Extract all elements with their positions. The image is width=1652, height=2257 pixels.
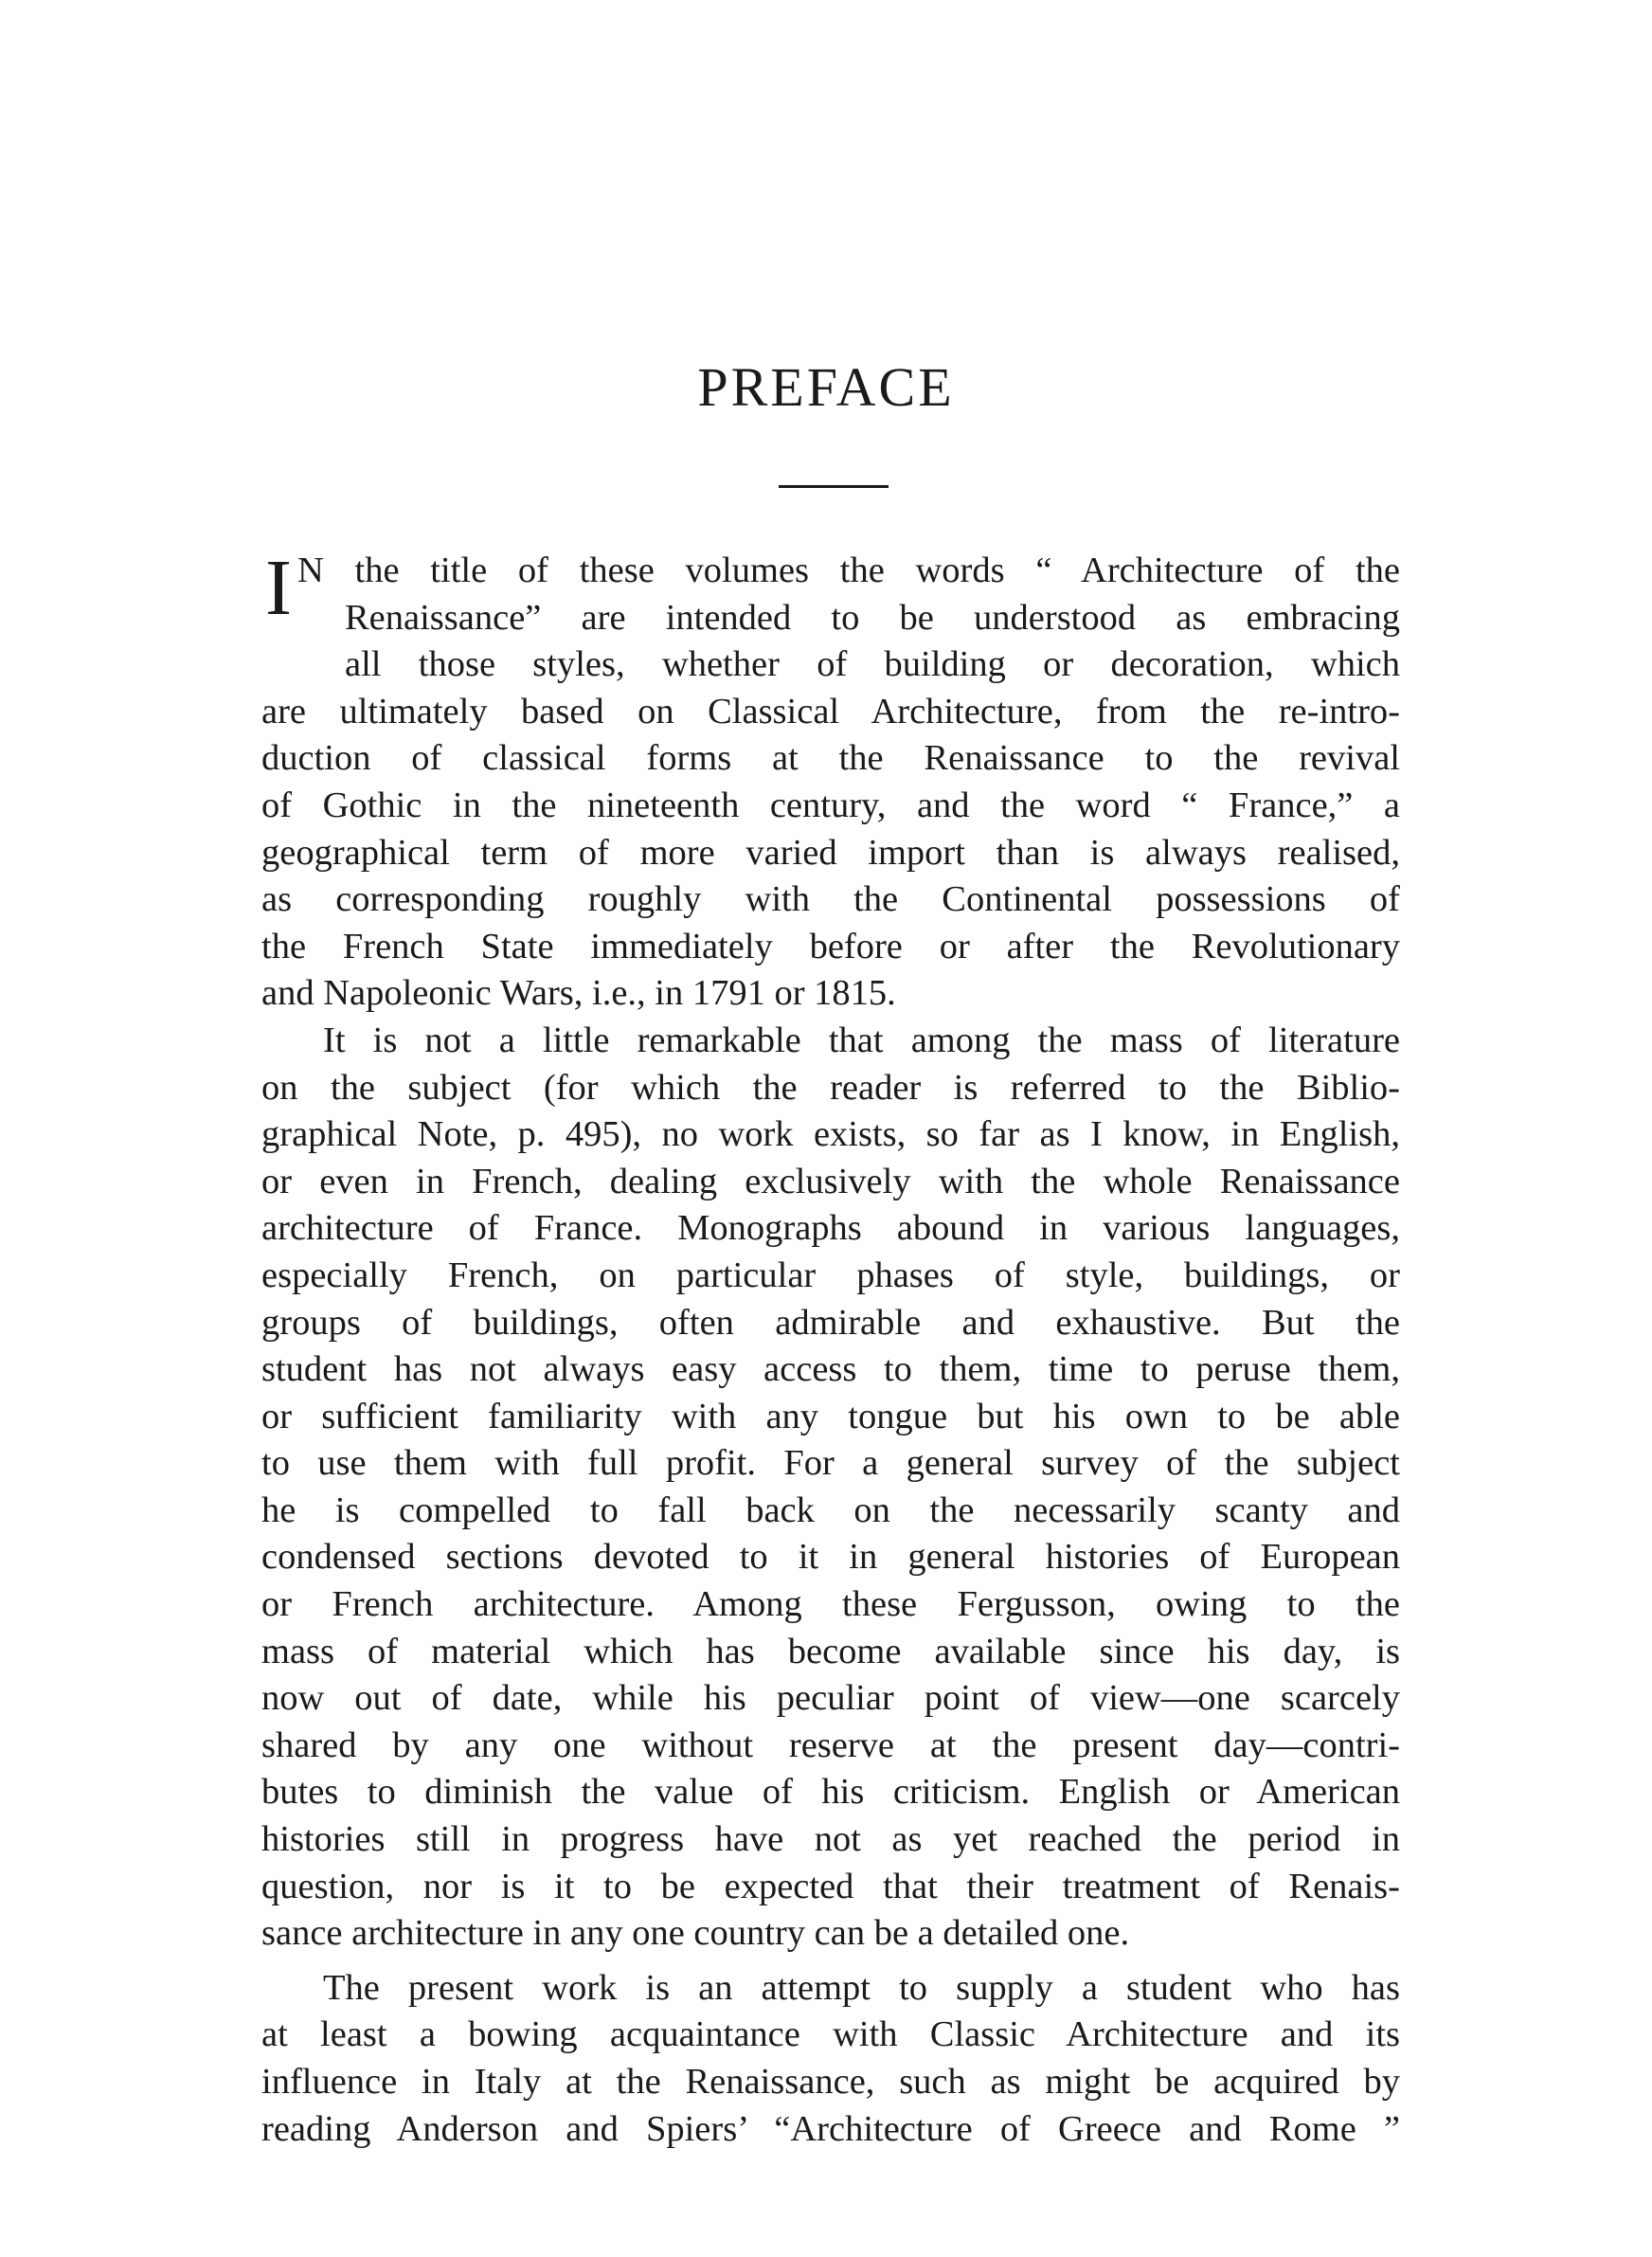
text-line: now out of date, while his peculiar point of view—one scarcely — [261, 1678, 1400, 1719]
text-line: mass of material which has become available since his day, is — [261, 1631, 1400, 1671]
page-title: PREFACE — [697, 356, 955, 418]
text-line: reading Anderson and Spiers’ “Architecture of Greece and Rome ” — [261, 2108, 1400, 2149]
text-line: The present work is an attempt to supply a student who has — [323, 1967, 1400, 2008]
text-line: student has not always easy access to them, time to peruse them, — [261, 1349, 1400, 1390]
text-line: sance architecture in any one country can be a detailed one. — [261, 1913, 1130, 1954]
drop-cap: I — [265, 544, 292, 632]
text-line: to use them with full profit. For a general survey of the subject — [261, 1443, 1400, 1484]
text-line: geographical term of more varied import than is always realised, — [261, 832, 1400, 873]
preface-body — [261, 544, 1400, 2153]
text-line: all those styles, whether of building or decoration, which — [345, 644, 1400, 685]
text-line: graphical Note, p. 495), no work exists, so far as I know, in English, — [261, 1114, 1400, 1155]
paragraph-2 — [261, 1018, 1400, 1958]
text-line: or sufficient familiarity with any tongue but his own to be able — [261, 1396, 1400, 1436]
text-line: influence in Italy at the Renaissance, such as might be acquired by — [261, 2062, 1400, 2102]
text-line: are ultimately based on Classical Architecture, from the re-intro- — [261, 691, 1400, 731]
text-line: Renaissance” are intended to be understood as embracing — [345, 597, 1400, 638]
text-line: at least a bowing acquaintance with Classic Architecture and its — [261, 2014, 1400, 2055]
text-line: condensed sections devoted to it in general histories of European — [261, 1537, 1400, 1578]
text-line: It is not a little remarkable that among the mass of literature — [323, 1020, 1400, 1060]
text-line: shared by any one without reserve at the present day—contri- — [261, 1724, 1400, 1765]
text-line: histories still in progress have not as yet reached the period in — [261, 1819, 1400, 1860]
text-line: butes to diminish the value of his criticism. English or American — [261, 1772, 1400, 1813]
text-line: groups of buildings, often admirable and exhaustive. But the — [261, 1302, 1400, 1343]
text-line: question, nor is it to be expected that their treatment of Renais- — [261, 1866, 1400, 1906]
text-line: duction of classical forms at the Renaissance to the revival — [261, 738, 1400, 779]
text-line: or French architecture. Among these Fergusson, owing to the — [261, 1584, 1400, 1625]
paragraph-1 — [261, 544, 1400, 1018]
text-line: especially French, on particular phases of style, buildings, or — [261, 1255, 1400, 1295]
text-line: N the title of these volumes the words “ Architecture of the — [297, 551, 1400, 590]
text-line: and Napoleonic Wars, i.e., in 1791 or 1815. — [261, 973, 896, 1014]
text-line: of Gothic in the nineteenth century, and the word “ France,” a — [261, 785, 1400, 825]
text-line: on the subject (for which the reader is referred to the Biblio- — [261, 1067, 1400, 1108]
text-line: the French State immediately before or after the Revolutionary — [261, 926, 1400, 966]
text-line: or even in French, dealing exclusively with the whole Renaissance — [261, 1161, 1400, 1201]
text-line: he is compelled to fall back on the necessarily scanty and — [261, 1490, 1400, 1530]
text-line: as corresponding roughly with the Continental possessions of — [261, 879, 1400, 920]
paragraph-3 — [261, 1965, 1400, 2153]
text-line: architecture of France. Monographs abound in various languages, — [261, 1208, 1400, 1249]
title-rule — [779, 485, 889, 488]
